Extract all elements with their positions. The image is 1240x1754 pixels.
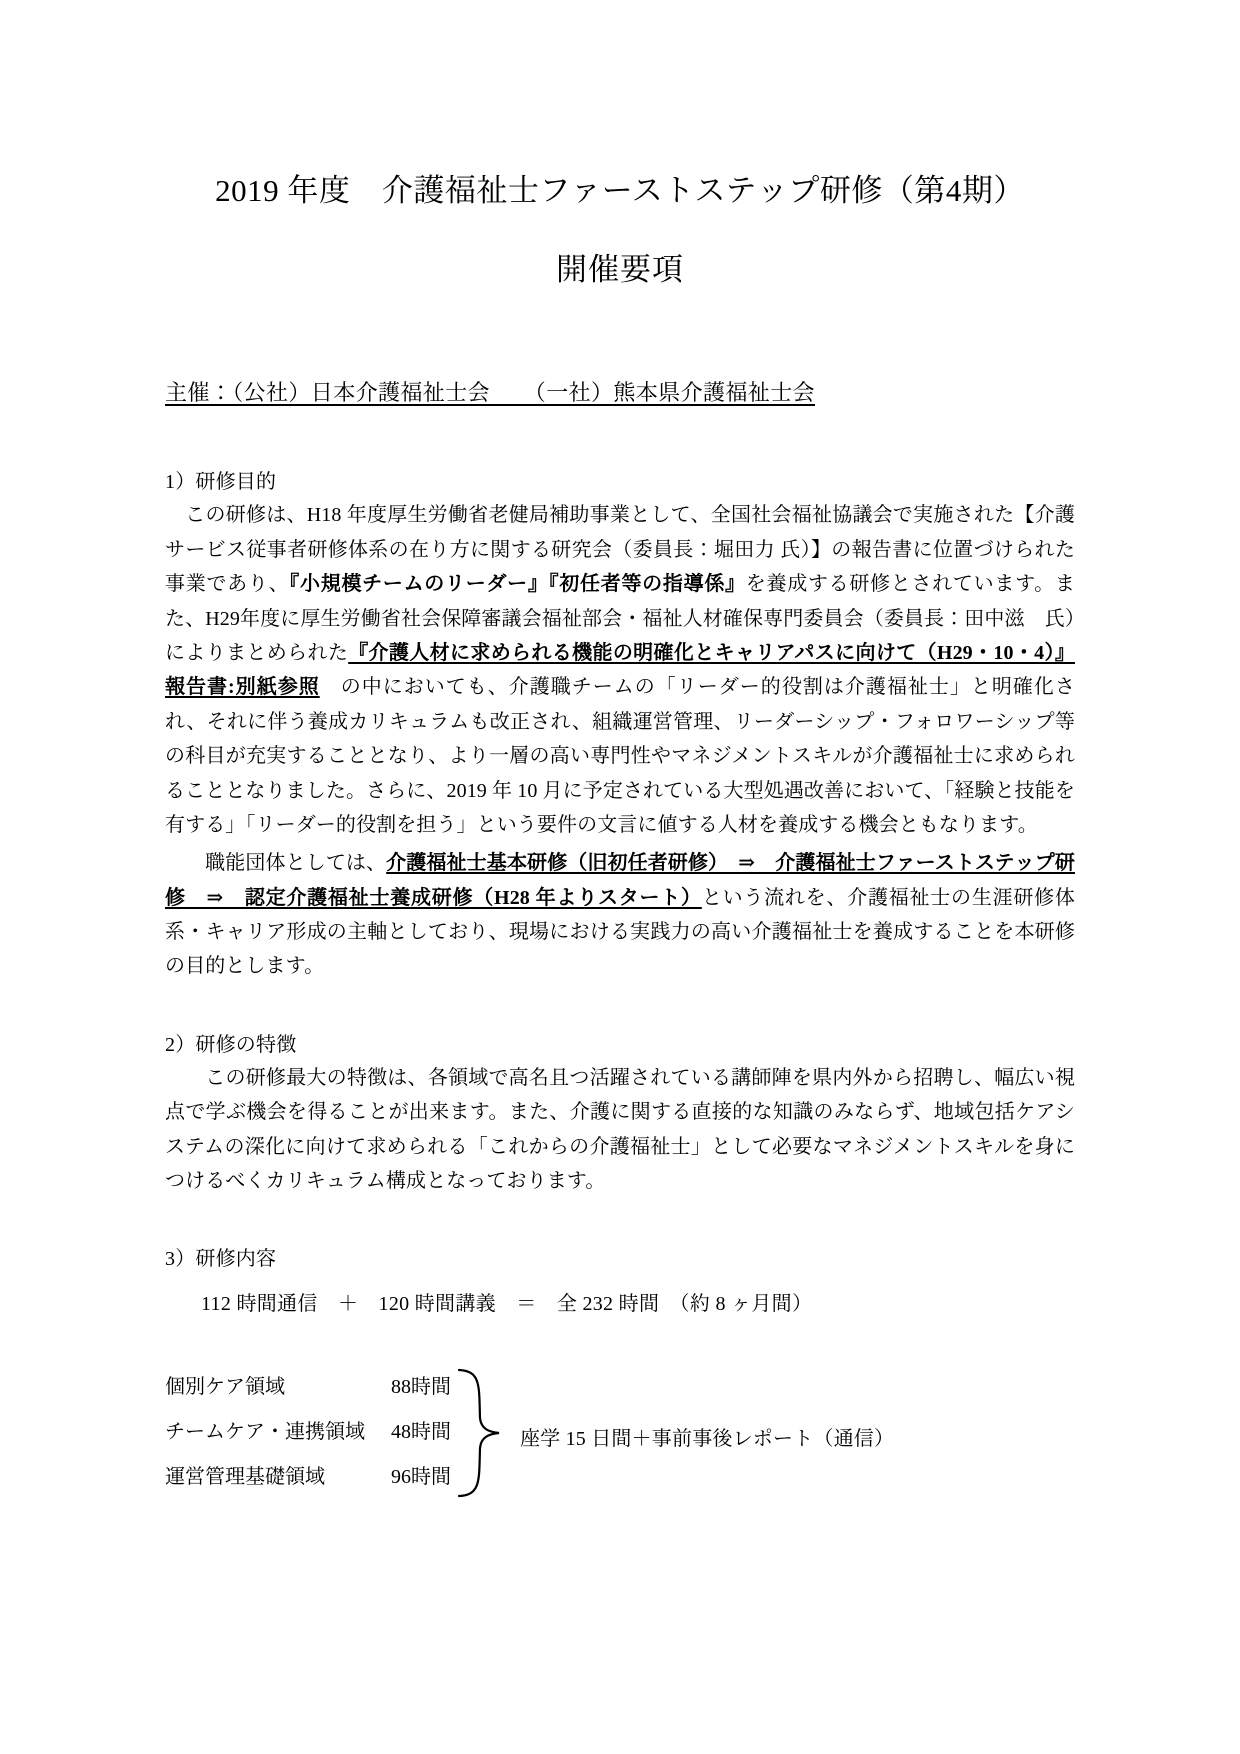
- training-areas-list: [165, 1364, 465, 1499]
- host-organizations-text: 主催：（公社）日本介護福祉士会 （一社）熊本県介護福祉士会: [165, 380, 816, 406]
- page-title-line2: 開催要項: [556, 252, 684, 288]
- training-areas-block: [165, 1364, 1075, 1514]
- contents-summary: 112 時間通信 ＋ 120 時間講義 ＝ 全 232 時間 （約 8 ヶ月間）: [201, 1293, 813, 1316]
- area-label: 個別ケア領域: [165, 1375, 285, 1398]
- section-heading-purpose: 1）研修目的: [165, 471, 277, 494]
- purpose2-bold-underline: 介護福祉士基本研修（旧初任者研修） ⇒ 介護福祉士ファーストステップ研修 ⇒ 認定介護福祉士養成研修（H28 年よりスタート）: [165, 852, 1075, 909]
- area-label: 運営管理基礎領域: [165, 1465, 325, 1488]
- area-hours: 88時間: [391, 1375, 451, 1398]
- list-item: [165, 1409, 465, 1454]
- section-heading-contents: 3）研修内容: [165, 1248, 277, 1271]
- purpose-paragraph-2: [165, 846, 1075, 984]
- purpose-text-b: を養成する研修とされています。また、H29年度に厚生労働省社会保障審議会福祉部会・福祉人材確保専門委員会（委員長：田中滋 氏）によりまとめられた: [165, 573, 1075, 664]
- curly-brace-icon: [457, 1368, 507, 1498]
- host-organizations: [165, 376, 1075, 407]
- area-hours: 48時間: [391, 1420, 451, 1443]
- features-paragraph: この研修最大の特徴は、各領域で高名且つ活躍されている講師陣を県内外から招聘し、幅広い視点で学ぶ機会を得ることが出来ます。また、介護に関する直接的な知識のみならず、地域包括ケアシステムの深化に向けて求められる「これからの介護福祉士」として必要なマネジメントスキルを身につけるべくカリキュラム構成となっております。: [165, 1066, 1075, 1193]
- section-heading-features: 2）研修の特徴: [165, 1033, 297, 1056]
- purpose2-text-b: という流れを、介護福祉士の生涯研修体系・キャリア形成の主軸としており、現場における実践力の高い介護福祉士を養成することを本研修の目的とします。: [165, 886, 1075, 978]
- area-hours: 96時間: [391, 1465, 451, 1488]
- purpose-paragraph-1: [165, 498, 1075, 842]
- list-item: [165, 1454, 465, 1499]
- area-label: チームケア・連携領域: [165, 1420, 365, 1443]
- purpose-text-c: の中においても、介護職チームの「リーダー的役割は介護福祉士」と明確化され、それに伴う養成カリキュラムも改正され、組織運営管理、リーダーシップ・フォロワーシップ等の科目が充実することとなり、より一層の高い専門性やマネジメントスキルが介護福祉士に求められることとなりました。さらに、2019 年 10 月に予定されている大型処遇改善において、「経験と技能を有する」「リーダー的役割を担う」という要件の文言に値する人材を養成する機会ともなります。: [165, 676, 1075, 836]
- brace-note-text: 座学 15 日間＋事前事後レポート（通信）: [520, 1428, 895, 1451]
- page-title-line1: 2019 年度 介護福祉士ファーストステップ研修（第4期）: [215, 173, 1025, 208]
- purpose2-text-a: 職能団体としては、: [185, 852, 387, 875]
- document-content: [165, 0, 1075, 1514]
- purpose-text-a: この研修は、H18 年度厚生労働省老健局補助事業として、全国社会福祉協議会で実施された【介護サービス従事者研修体系の在り方に関する研究会（委員長：堀田力 氏）】の報告書に位置づけられた事業であり、: [165, 504, 1075, 596]
- purpose-bold-1: 『小規模チームのリーダー』『初任者等の指導係』: [289, 573, 746, 596]
- list-item: [165, 1364, 465, 1409]
- purpose-bold-underline-1: 『介護人材に求められる機能の明確化とキャリアパスに向けて（H29・10・4）』報告書:別紙参照: [165, 641, 1075, 699]
